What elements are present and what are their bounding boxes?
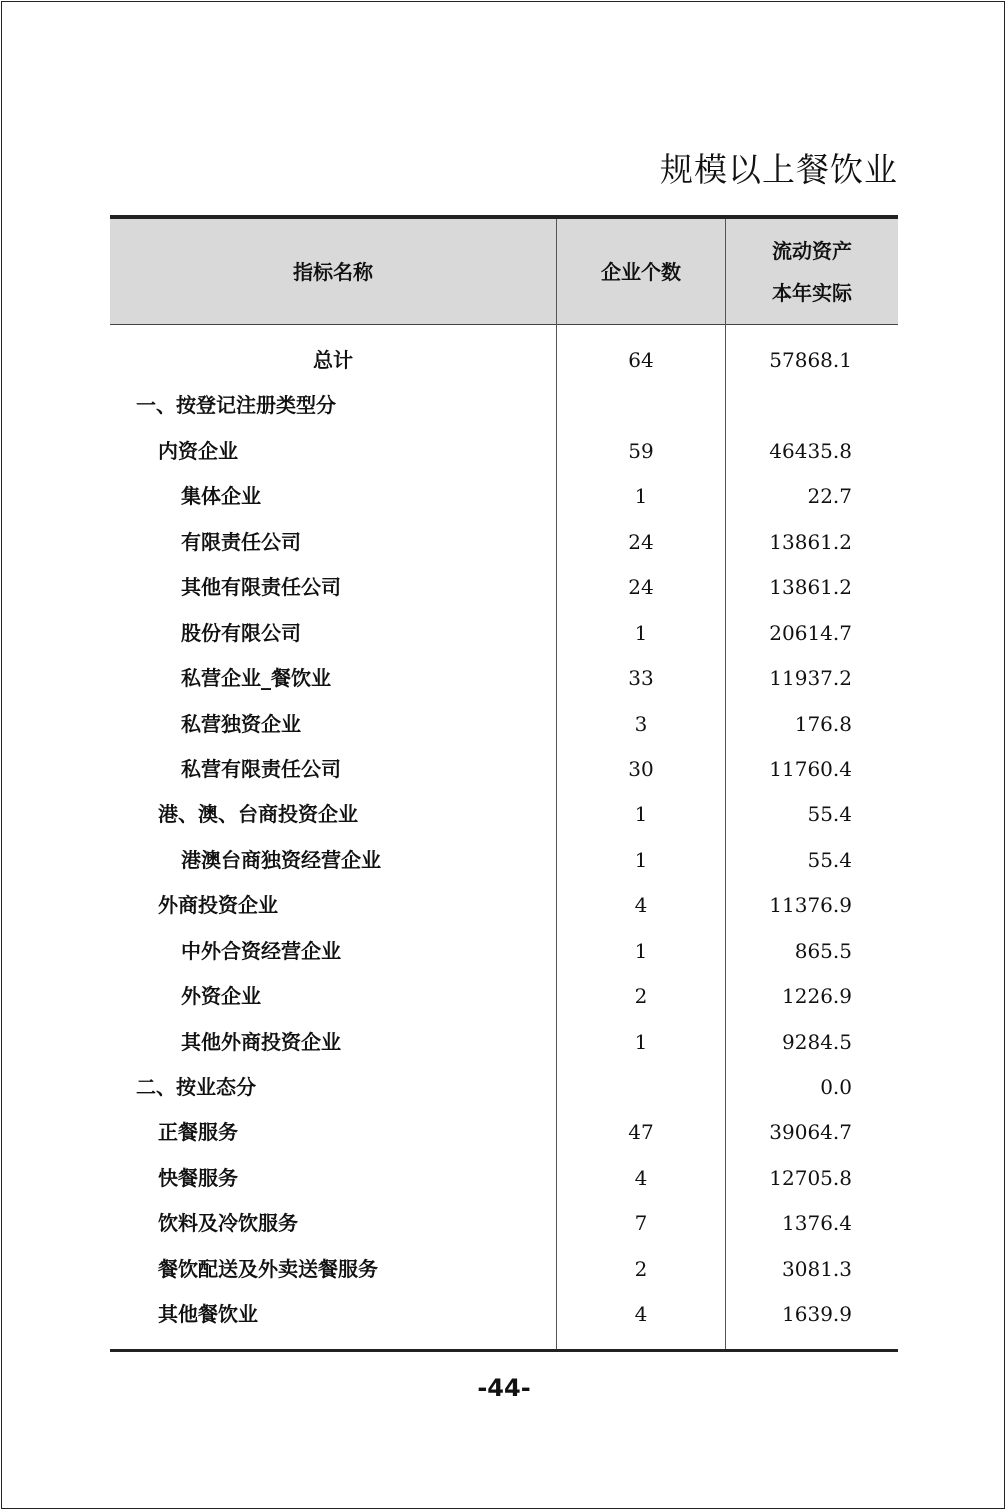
row-enterprise-count: 4 [634,1302,648,1327]
table-row [110,1065,898,1110]
row-indicator-name: 外商投资企业 [158,893,278,918]
row-indicator-name: 饮料及冷饮服务 [158,1211,298,1236]
row-current-assets: 9284.5 [782,1029,852,1054]
table-bottom-rule [110,1349,898,1352]
row-enterprise-count: 47 [628,1120,654,1145]
table-row [110,520,898,565]
table-row [110,702,898,747]
table-row [110,383,898,428]
row-enterprise-count: 3 [634,711,648,736]
row-enterprise-count: 1 [634,620,648,645]
row-indicator-name: 快餐服务 [158,1165,238,1190]
row-current-assets: 57868.1 [769,348,852,372]
row-current-assets: 13861.2 [769,575,852,600]
row-indicator-name: 其他餐饮业 [158,1302,258,1327]
table-row [110,838,898,883]
row-current-assets: 55.4 [807,847,852,872]
row-indicator-name: 有限责任公司 [181,529,301,554]
row-current-assets: 20614.7 [769,620,852,645]
row-enterprise-count: 24 [628,575,654,600]
row-enterprise-count: 7 [634,1211,648,1236]
row-current-assets: 3081.3 [782,1256,852,1281]
row-indicator-name: 一、按登记注册类型分 [136,393,336,418]
row-current-assets: 39064.7 [769,1120,852,1145]
table-row [110,656,898,701]
row-enterprise-count: 1 [634,484,648,509]
table-row [110,792,898,837]
row-enterprise-count: 2 [634,984,648,1009]
row-indicator-name: 私营企业_餐饮业 [181,666,331,691]
row-indicator-name: 内资企业 [158,438,238,463]
row-current-assets: 1226.9 [782,984,852,1009]
row-indicator-name: 私营独资企业 [181,711,301,736]
row-enterprise-count: 59 [628,438,654,463]
row-current-assets: 22.7 [807,484,852,509]
header-indicator-name: 指标名称 [293,259,373,284]
row-indicator-name: 其他有限责任公司 [181,575,341,600]
row-enterprise-count: 30 [628,756,654,781]
header-current-assets [726,219,898,324]
table-row [110,429,898,474]
row-current-assets: 1376.4 [782,1211,852,1236]
table-row [110,1201,898,1246]
row-indicator-name: 港、澳、台商投资企业 [158,802,358,827]
row-indicator-name: 港澳台商独资经营企业 [181,847,381,872]
data-table [110,215,898,1352]
table-row [110,747,898,792]
page-number: -44- [477,1374,531,1402]
page-title: 规模以上餐饮业 [660,150,898,189]
table-row [110,338,898,383]
table-row [110,1156,898,1201]
row-current-assets: 46435.8 [769,438,852,463]
row-enterprise-count: 1 [634,1029,648,1054]
table-row [110,474,898,519]
row-enterprise-count: 1 [634,802,648,827]
row-enterprise-count: 33 [628,666,654,691]
table-row [110,611,898,656]
row-enterprise-count: 64 [628,348,654,372]
row-indicator-name: 中外合资经营企业 [181,938,341,963]
row-indicator-name: 二、按业态分 [136,1075,256,1099]
table-row [110,883,898,928]
table-row [110,974,898,1019]
header-current-assets-line2: 本年实际 [772,280,852,305]
row-current-assets: 176.8 [794,711,852,736]
table-row [110,1110,898,1155]
row-current-assets: 12705.8 [769,1165,852,1190]
row-indicator-name: 餐饮配送及外卖送餐服务 [158,1256,378,1281]
header-current-assets-line1: 流动资产 [772,238,852,263]
row-current-assets: 0.0 [820,1075,852,1099]
table-header [110,219,898,325]
row-indicator-name: 股份有限公司 [181,620,301,645]
table-row [110,929,898,974]
table-row [110,565,898,610]
row-indicator-name: 其他外商投资企业 [181,1029,341,1054]
row-current-assets: 11760.4 [769,756,852,781]
row-enterprise-count: 4 [634,1165,648,1190]
row-current-assets: 11937.2 [769,666,852,691]
table-body [110,338,898,1338]
row-enterprise-count: 4 [634,893,648,918]
row-current-assets: 1639.9 [782,1302,852,1327]
row-enterprise-count: 1 [634,847,648,872]
table-row [110,1247,898,1292]
row-enterprise-count: 1 [634,938,648,963]
row-indicator-name: 总计 [313,348,353,372]
row-current-assets: 11376.9 [769,893,852,918]
table-row [110,1292,898,1337]
row-enterprise-count: 2 [634,1256,648,1281]
row-current-assets: 865.5 [794,938,852,963]
row-indicator-name: 正餐服务 [158,1120,238,1145]
row-indicator-name: 集体企业 [181,484,261,509]
row-indicator-name: 外资企业 [181,984,261,1009]
header-enterprise-count: 企业个数 [601,259,681,284]
row-current-assets: 13861.2 [769,529,852,554]
row-enterprise-count: 24 [628,529,654,554]
row-current-assets: 55.4 [807,802,852,827]
row-indicator-name: 私营有限责任公司 [181,756,341,781]
table-row [110,1020,898,1065]
